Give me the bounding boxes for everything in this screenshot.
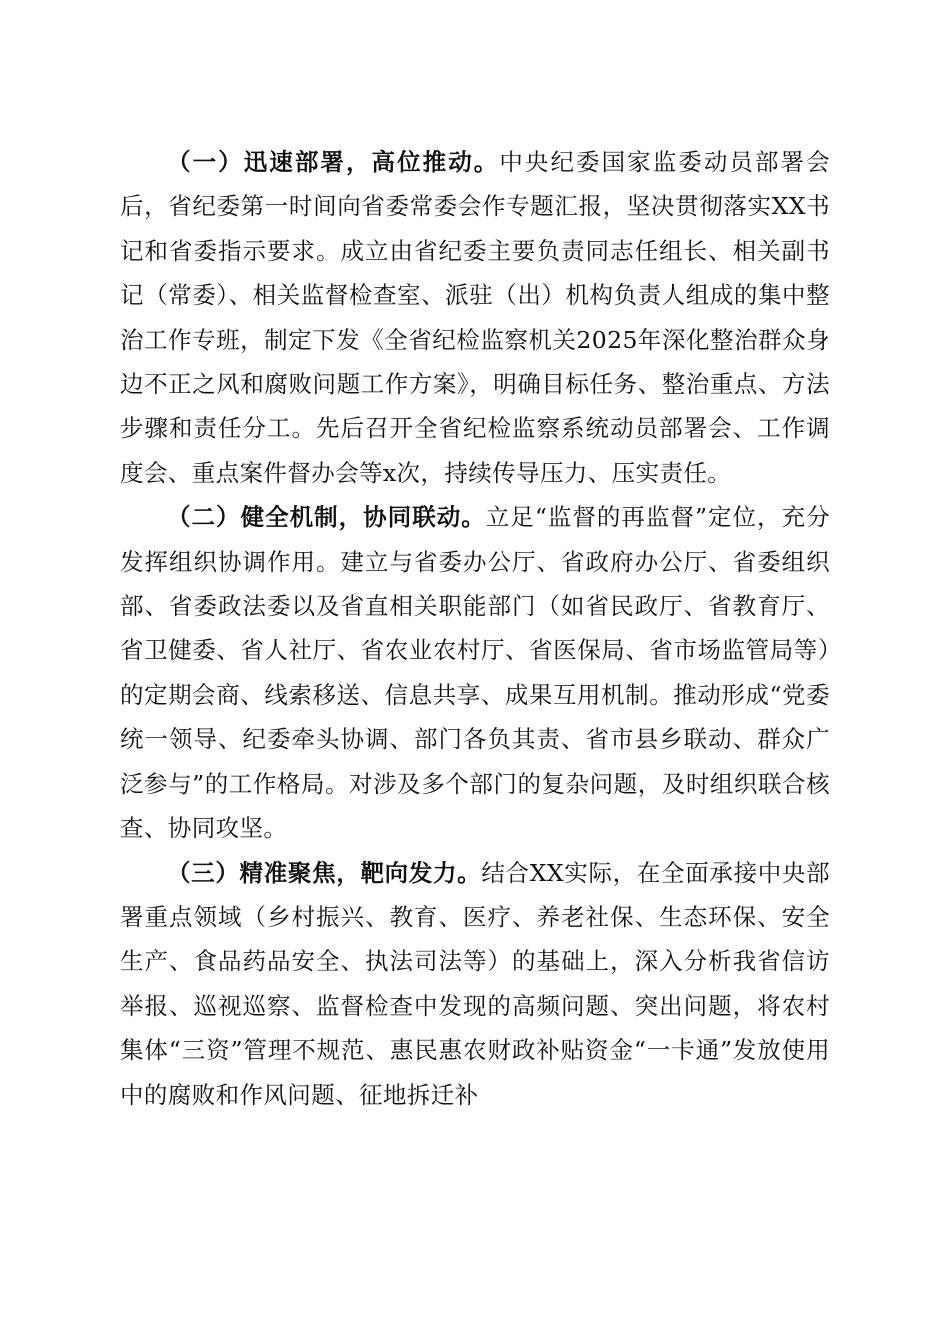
paragraph-1-heading: （一）迅速部署，高位推动。: [167, 148, 500, 176]
paragraph-2: [120, 495, 830, 850]
paragraph-2-heading: （二）健全机制，协同联动。: [167, 503, 486, 532]
paragraph-3-heading: （三）精准聚焦，靶向发力。: [167, 858, 482, 887]
paragraph-1: [120, 140, 830, 495]
paragraph-1-text: 中央纪委国家监委动员部署会后，省纪委第一时间向省委常委会作专题汇报，坚决贯彻落实XX书记和省委指示要求。成立由省纪委主要负责同志任组长、相关副书记（常委）、相关监督检查室、派驻（出）机构负责人组成的集中整治工作专班，制定下发《全省纪检监察机关2025年深化整治群众身边不正之风和腐败问题工作方案》，明确目标任务、整治重点、方法步骤和责任分工。先后召开全省纪检监察系统动员部署会、工作调度会、重点案件督办会等x次，持续传导压力、压实责任。: [120, 148, 831, 487]
document-body: [120, 140, 830, 1117]
paragraph-2-text: 立足“监督的再监督”定位，充分发挥组织协调作用。建立与省委办公厅、省政府办公厅、省委组织部、省委政法委以及省直相关职能部门（如省民政厅、省教育厅、省卫健委、省人社厅、省农业农村厅、省医保局、省市场监管局等）的定期会商、线索移送、信息共享、成果互用机制。推动形成“党委统一领导、纪委牵头协调、部门各负其责、省市县乡联动、群众广泛参与”的工作格局。对涉及多个部门的复杂问题，及时组织联合核查、协同攻坚。: [120, 503, 831, 843]
paragraph-3: [120, 851, 830, 1117]
paragraph-3-text: 结合XX实际，在全面承接中央部署重点领域（乡村振兴、教育、医疗、养老社保、生态环保、安全生产、食品药品安全、执法司法等）的基础上，深入分析我省信访举报、巡视巡察、监督检查中发现的高频问题、突出问题，将农村集体“三资”管理不规范、惠民惠农财政补贴资金“一卡通”发放使用中的腐败和作风问题、征地拆迁补: [120, 858, 830, 1109]
